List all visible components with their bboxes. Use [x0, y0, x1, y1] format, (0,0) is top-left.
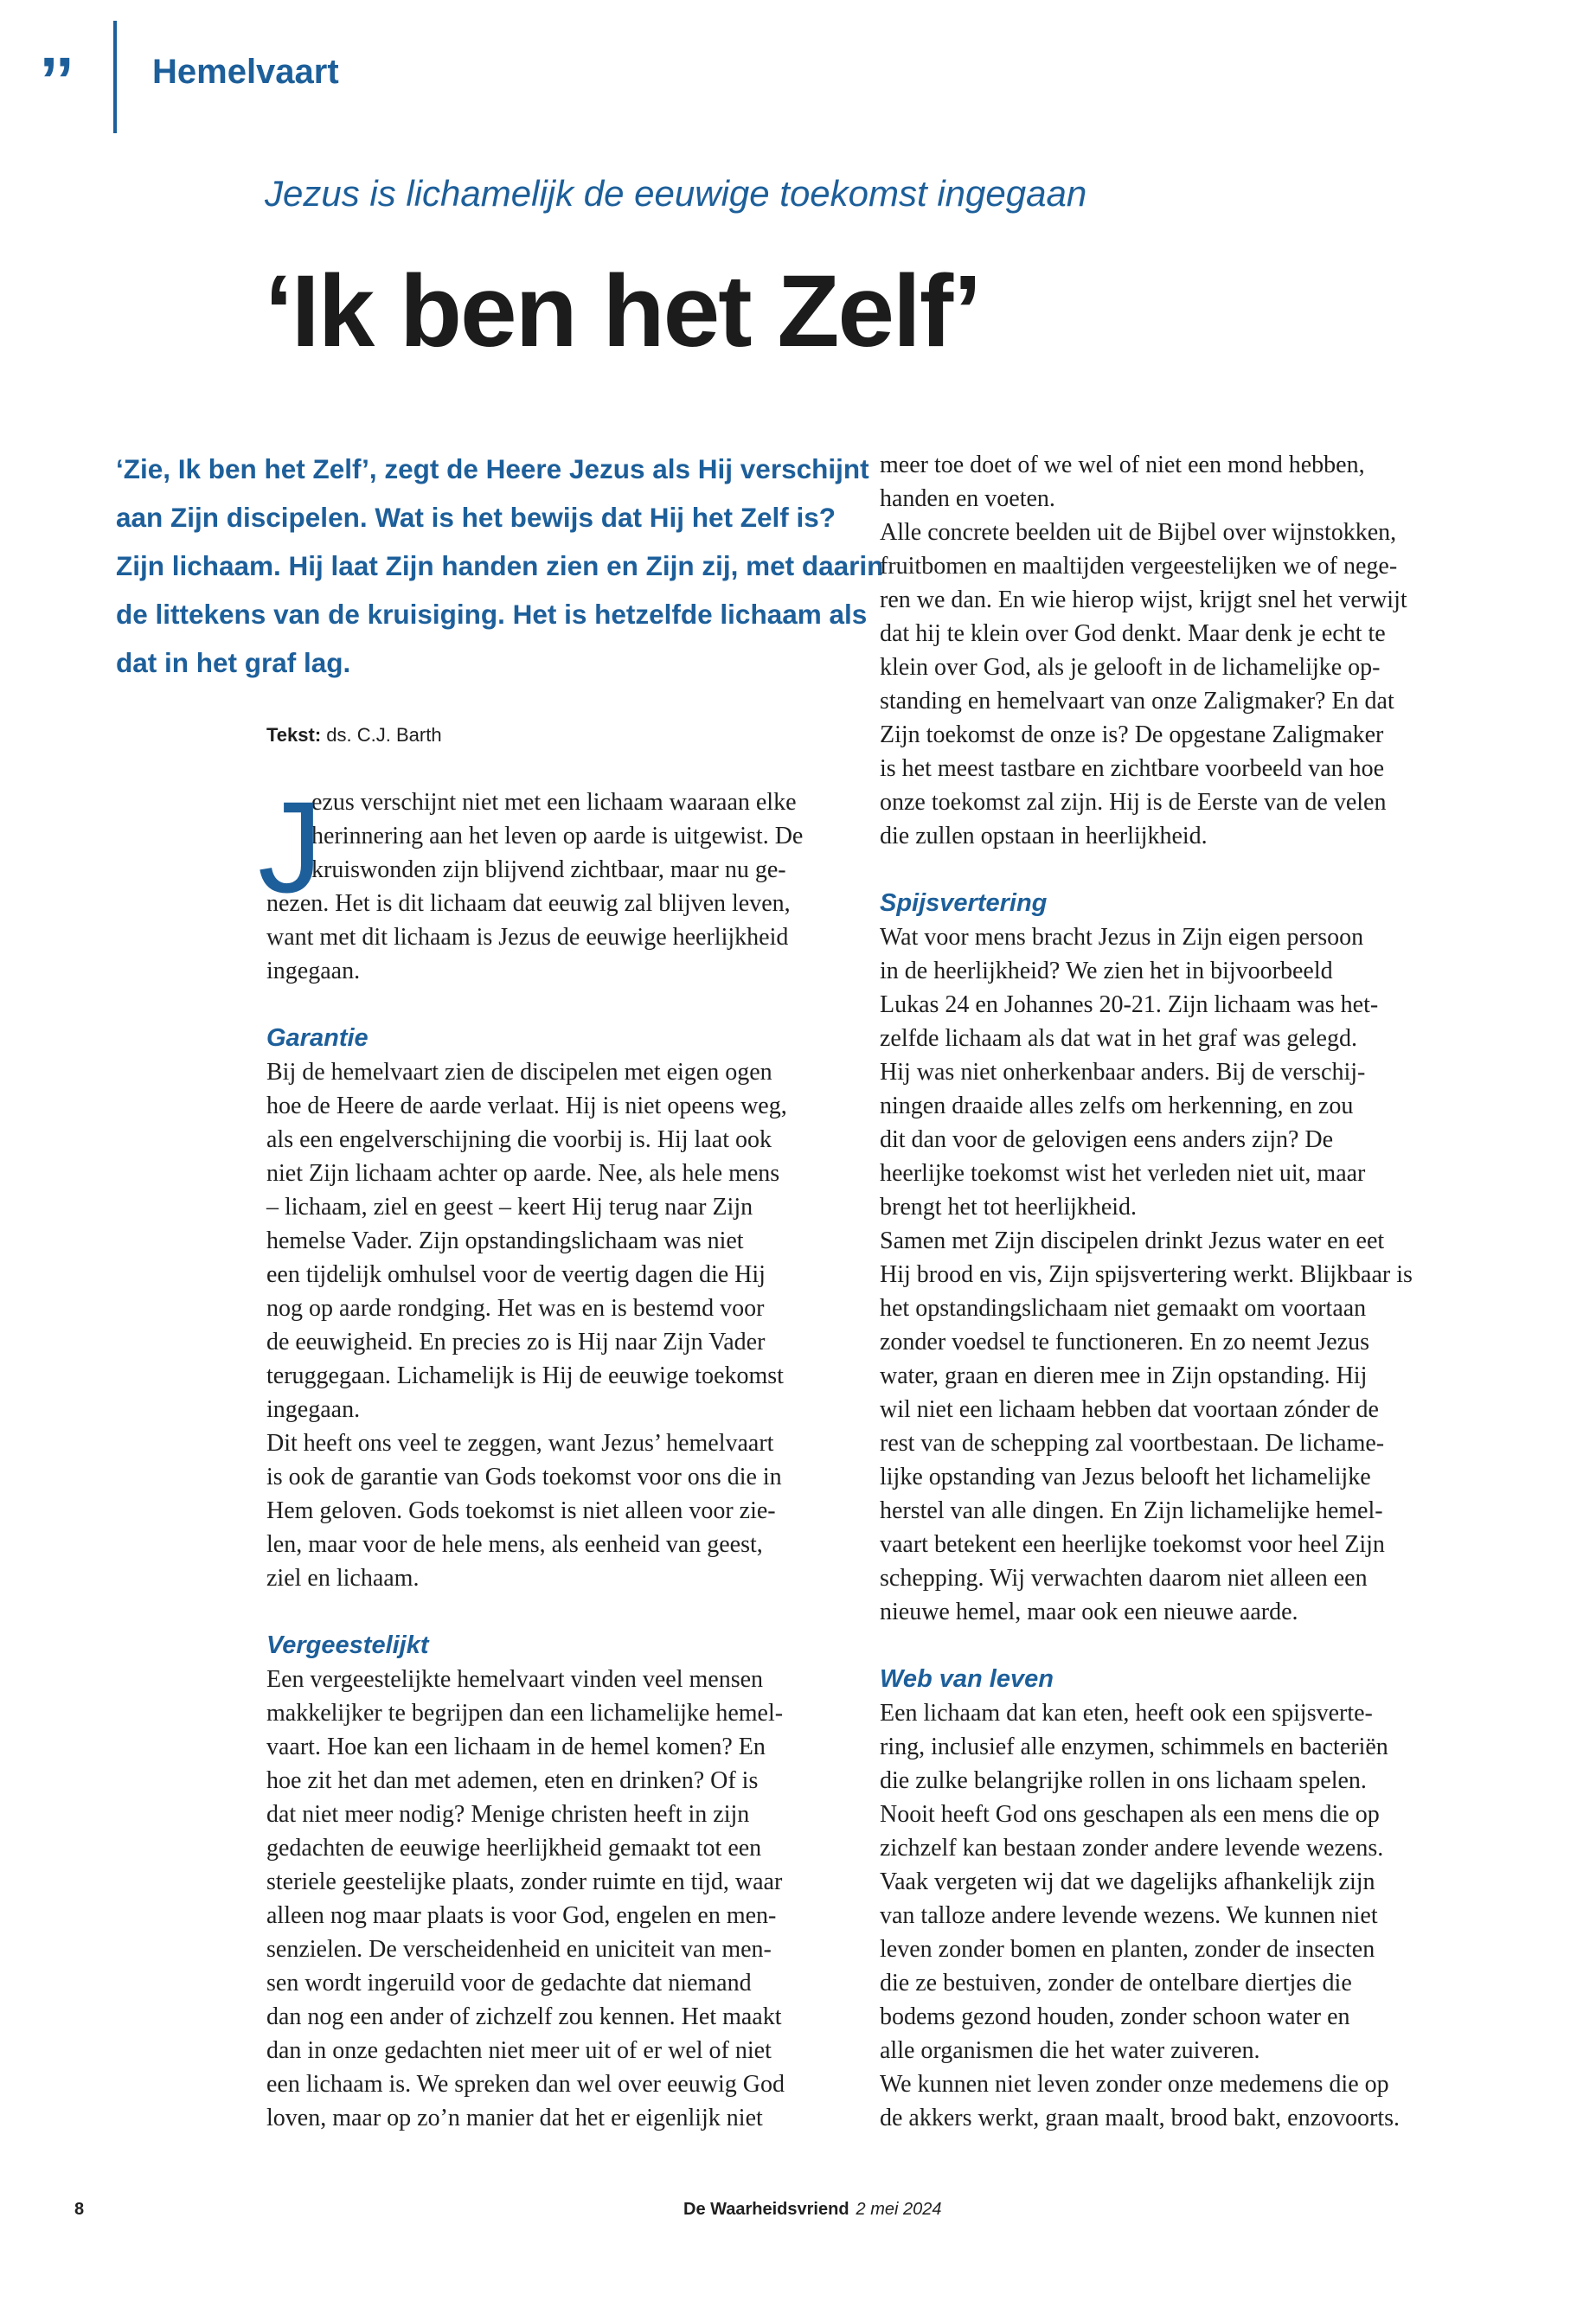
article-title: ‘Ik ben het Zelf’ [265, 254, 981, 369]
text-line: loven, maar op zo’n manier dat het er eigenlijk niet [266, 2105, 763, 2131]
lead-line: Zijn lichaam. Hij laat Zijn handen zien en Zijn zij, met daarin [116, 550, 884, 581]
text-line: ningen draaide alles zelfs om herkenning, en zou [880, 1093, 1354, 1119]
text-line: zelfde lichaam als dat wat in het graf was gelegd. [880, 1025, 1357, 1052]
text-line: Hem geloven. Gods toekomst is niet alleen voor zie- [266, 1497, 776, 1524]
text-line: Dit heeft ons veel te zeggen, want Jezus’ hemelvaart [266, 1430, 774, 1457]
text-line: water, graan en dieren mee in Zijn opstanding. Hij [880, 1362, 1368, 1389]
header-divider [113, 21, 117, 133]
text-line: dan nog een ander of zichzelf zou kennen. Het maakt [266, 2003, 782, 2030]
text-line: Nooit heeft God ons geschapen als een mens die op [880, 1801, 1380, 1828]
text-line: een tijdelijk omhulsel voor de veertig dagen die Hij [266, 1261, 766, 1288]
text-line: Samen met Zijn discipelen drinkt Jezus water en eet [880, 1227, 1385, 1254]
text-line: standing en hemelvaart van onze Zaligmaker? En dat [880, 688, 1394, 715]
text-line: alle organismen die het water zuiveren. [880, 2037, 1260, 2064]
text-line: Hij was niet onherkenbaar anders. Bij de verschij- [880, 1059, 1366, 1086]
text-line: gedachten de eeuwige heerlijkheid gemaakt tot een [266, 1835, 762, 1862]
text-line: herinnering aan het leven op aarde is uitgewist. De [311, 823, 804, 849]
text-line: dan in onze gedachten niet meer uit of er wel of niet [266, 2037, 772, 2064]
column-right [880, 448, 1468, 2135]
text-line: ingegaan. [266, 958, 361, 984]
text-line: ezus verschijnt niet met een lichaam waaraan elke [311, 789, 797, 816]
text-line: die zulke belangrijke rollen in ons lichaam spelen. [880, 1767, 1367, 1794]
text-line: alleen nog maar plaats is voor God, engelen en men- [266, 1902, 777, 1929]
text-line: brengt het tot heerlijkheid. [880, 1194, 1138, 1221]
lead-line: ‘Zie, Ik ben het Zelf’, zegt de Heere Jezus als Hij verschijnt [116, 453, 869, 484]
text-line: Vaak vergeten wij dat we dagelijks afhankelijk zijn [880, 1868, 1375, 1895]
page-number: 8 [74, 2200, 85, 2219]
publication-date: 2 mei 2024 [856, 2200, 942, 2219]
column-left [258, 774, 855, 2135]
section-label: Hemelvaart [152, 53, 339, 91]
text-line: teruggegaan. Lichamelijk is Hij de eeuwige toekomst [266, 1362, 784, 1389]
text-line: ingegaan. [266, 1396, 361, 1423]
section-spijsvertering [880, 920, 1468, 1629]
text-line: nezen. Het is dit lichaam dat eeuwig zal blijven leven, [266, 890, 791, 917]
subheading-vergeestelijkt: Vergeestelijkt [266, 1631, 429, 1659]
subheading-spijsvertering: Spijsvertering [880, 889, 1048, 917]
intro-paragraph [258, 774, 855, 988]
text-line: hoe de Heere de aarde verlaat. Hij is niet opeens weg, [266, 1093, 787, 1119]
text-line: Lukas 24 en Johannes 20-21. Zijn lichaam was het- [880, 991, 1379, 1018]
text-line: handen en voeten. [880, 485, 1055, 512]
text-line: zonder voedsel te functioneren. En zo neemt Jezus [880, 1329, 1370, 1356]
text-line: nieuwe hemel, maar ook een nieuwe aarde. [880, 1599, 1298, 1625]
text-line: – lichaam, ziel en geest – keert Hij terug naar Zijn [266, 1194, 753, 1221]
text-line: van talloze andere levende wezens. We kunnen niet [880, 1902, 1378, 1929]
text-line: rest van de schepping zal voortbestaan. De lichame- [880, 1430, 1385, 1457]
publication-name: De Waarheidsvriend [683, 2200, 849, 2219]
text-line: de eeuwigheid. En precies zo is Hij naar Zijn Vader [266, 1329, 766, 1356]
text-line: Hij brood en vis, Zijn spijsvertering werkt. Blijkbaar is [880, 1261, 1413, 1288]
text-line: Wat voor mens bracht Jezus in Zijn eigen persoon [880, 924, 1364, 951]
text-line: het opstandingslichaam niet gemaakt om voortaan [880, 1295, 1367, 1322]
byline-author: ds. C.J. Barth [326, 724, 442, 746]
dropcap: J [258, 774, 323, 920]
text-line: herstel van alle dingen. En Zijn lichamelijke hemel- [880, 1497, 1383, 1524]
text-line: lijke opstanding van Jezus belooft het lichamelijke [880, 1464, 1371, 1490]
section-continued [880, 448, 1468, 853]
byline-label: Tekst: [266, 724, 322, 746]
text-line: kruiswonden zijn blijvend zichtbaar, maar nu ge- [311, 856, 786, 883]
text-line: schepping. Wij verwachten daarom niet alleen een [880, 1565, 1368, 1592]
text-line: die zullen opstaan in heerlijkheid. [880, 823, 1208, 849]
text-line: len, maar voor de hele mens, als eenheid van geest, [266, 1531, 763, 1558]
text-line: meer toe doet of we wel of niet een mond hebben, [880, 452, 1365, 478]
text-line: dat niet meer nodig? Menige christen heeft in zijn [266, 1801, 750, 1828]
text-line: dat hij te klein over God denkt. Maar denk je echt te [880, 620, 1386, 647]
text-line: nog op aarde rondging. Het was en is bestemd voor [266, 1295, 765, 1322]
text-line: niet Zijn lichaam achter op aarde. Nee, als hele mens [266, 1160, 780, 1187]
lead-line: dat in het graf lag. [116, 647, 351, 678]
text-line: fruitbomen en maaltijden vergeestelijken we of nege- [880, 553, 1398, 580]
text-line: is ook de garantie van Gods toekomst voor ons die in [266, 1464, 782, 1490]
text-line: We kunnen niet leven zonder onze medemens die op [880, 2071, 1389, 2098]
text-line: Een lichaam dat kan eten, heeft ook een spijsverte- [880, 1700, 1373, 1727]
text-line: leven zonder bomen en planten, zonder de insecten [880, 1936, 1375, 1963]
quote-mark-icon: ’’ [40, 44, 74, 118]
article-kicker: Jezus is lichamelijk de eeuwige toekomst ingegaan [265, 173, 1087, 214]
text-line: als een engelverschijning die voorbij is. Hij laat ook [266, 1126, 772, 1153]
text-line: Een vergeestelijkte hemelvaart vinden veel mensen [266, 1666, 764, 1693]
section-garantie [266, 1055, 855, 1595]
text-line: vaart. Hoe kan een lichaam in de hemel komen? En [266, 1734, 766, 1760]
section-web-van-leven [880, 1696, 1468, 2135]
text-line: ziel en lichaam. [266, 1565, 420, 1592]
subheading-garantie: Garantie [266, 1024, 369, 1052]
text-line: sen wordt ingeruild voor de gedachte dat niemand [266, 1970, 752, 1997]
article-lead [116, 445, 884, 687]
subheading-web-van-leven: Web van leven [880, 1665, 1054, 1693]
text-line: hemelse Vader. Zijn opstandingslichaam was niet [266, 1227, 744, 1254]
text-line: de akkers werkt, graan maalt, brood bakt, enzovoorts. [880, 2105, 1401, 2131]
text-line: steriele geestelijke plaats, zonder ruimte en tijd, waar [266, 1868, 783, 1895]
text-line: die ze bestuiven, zonder de ontelbare diertjes die [880, 1970, 1352, 1997]
text-line: is het meest tastbare en zichtbare voorbeeld van hoe [880, 755, 1385, 782]
text-line: zichzelf kan bestaan zonder andere levende wezens. [880, 1835, 1384, 1862]
text-line: vaart betekent een heerlijke toekomst voor heel Zijn [880, 1531, 1385, 1558]
text-line: want met dit lichaam is Jezus de eeuwige heerlijkheid [266, 924, 789, 951]
text-line: onze toekomst zal zijn. Hij is de Eerste van de velen [880, 789, 1387, 816]
lead-line: de littekens van de kruisiging. Het is hetzelfde lichaam als [116, 599, 868, 630]
text-line: Bij de hemelvaart zien de discipelen met eigen ogen [266, 1059, 772, 1086]
text-line: in de heerlijkheid? We zien het in bijvoorbeeld [880, 958, 1333, 984]
text-line: Alle concrete beelden uit de Bijbel over wijnstokken, [880, 519, 1397, 546]
text-line: bodems gezond houden, zonder schoon water en [880, 2003, 1350, 2030]
text-line: ren we dan. En wie hierop wijst, krijgt snel het verwijt [880, 586, 1407, 613]
footer-publication [683, 2197, 942, 2221]
text-line: makkelijker te begrijpen dan een lichamelijke hemel- [266, 1700, 784, 1727]
lead-line: aan Zijn discipelen. Wat is het bewijs dat Hij het Zelf is? [116, 502, 836, 533]
text-line: heerlijke toekomst wist het verleden niet uit, maar [880, 1160, 1366, 1187]
text-line: ring, inclusief alle enzymen, schimmels en bacteriën [880, 1734, 1388, 1760]
text-line: Zijn toekomst de onze is? De opgestane Zaligmaker [880, 721, 1384, 748]
byline [266, 721, 442, 749]
section-vergeestelijkt [266, 1663, 855, 2135]
text-line: dit dan voor de gelovigen eens anders zijn? De [880, 1126, 1334, 1153]
text-line: wil niet een lichaam hebben dat voortaan zónder de [880, 1396, 1379, 1423]
text-line: een lichaam is. We spreken dan wel over eeuwig God [266, 2071, 785, 2098]
text-line: klein over God, als je gelooft in de lichamelijke op- [880, 654, 1381, 681]
text-line: senzielen. De verscheidenheid en uniciteit van men- [266, 1936, 772, 1963]
text-line: hoe zit het dan met ademen, eten en drinken? Of is [266, 1767, 759, 1794]
